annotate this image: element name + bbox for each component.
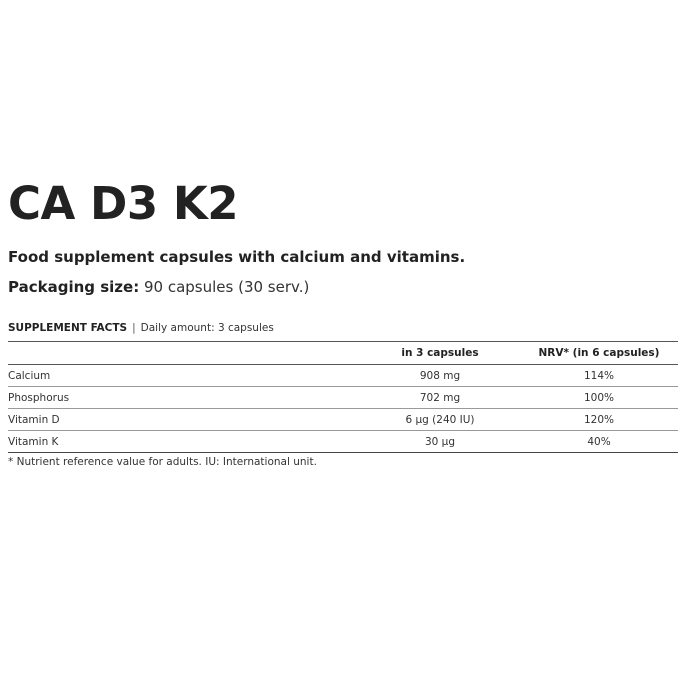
table-row	[8, 431, 678, 453]
product-description: Food supplement capsules with calcium and vitamins.	[8, 248, 466, 266]
nutrient-nrv: 120%	[520, 409, 678, 431]
packaging-size	[8, 278, 309, 296]
packaging-size-label: Packaging size:	[8, 278, 140, 296]
supplement-facts-title: SUPPLEMENT FACTS	[8, 322, 128, 334]
footnote: * Nutrient reference value for adults. IU: International unit.	[8, 456, 317, 468]
product-title: CA D3 K2	[8, 177, 239, 230]
header-separator: |	[132, 322, 136, 334]
nutrient-name: Calcium	[8, 365, 360, 387]
nutrient-amount: 702 mg	[360, 387, 520, 409]
column-header-nrv: NRV* (in 6 capsules)	[520, 342, 678, 365]
nutrient-amount: 6 µg (240 IU)	[360, 409, 520, 431]
table-header-row	[8, 342, 678, 365]
table-row	[8, 409, 678, 431]
packaging-size-value: 90 capsules (30 serv.)	[143, 278, 310, 296]
supplement-facts-table	[8, 341, 678, 453]
table-row	[8, 387, 678, 409]
supplement-facts-header	[8, 322, 274, 334]
nutrient-amount: 908 mg	[360, 365, 520, 387]
nutrient-amount: 30 µg	[360, 431, 520, 453]
nutrient-nrv: 100%	[520, 387, 678, 409]
nutrient-nrv: 114%	[520, 365, 678, 387]
daily-amount: Daily amount: 3 capsules	[140, 322, 274, 334]
nutrient-name: Vitamin K	[8, 431, 360, 453]
nutrient-nrv: 40%	[520, 431, 678, 453]
nutrient-name: Phosphorus	[8, 387, 360, 409]
column-header-amount: in 3 capsules	[360, 342, 520, 365]
nutrient-name: Vitamin D	[8, 409, 360, 431]
table-row	[8, 365, 678, 387]
column-header-nutrient	[8, 342, 360, 365]
